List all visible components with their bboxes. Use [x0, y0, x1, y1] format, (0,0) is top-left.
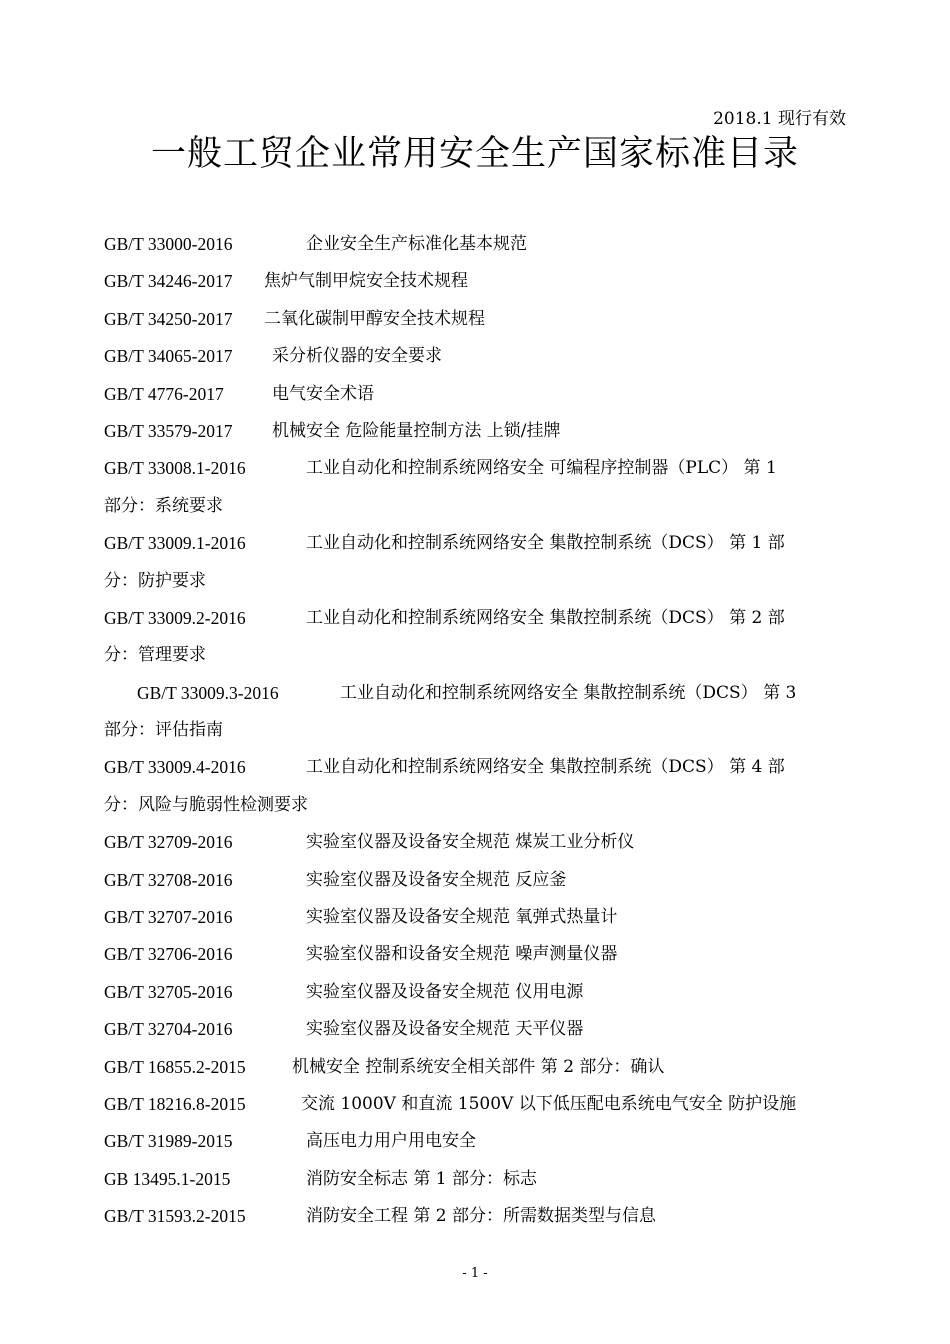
list-item	[104, 1049, 846, 1086]
standard-code: GB/T 34065-2017	[104, 346, 233, 367]
standard-code: GB/T 33000-2016	[104, 234, 233, 254]
standard-name: 交流 1000V 和直流 1500V 以下低压配电系统电气安全 防护设施	[301, 1093, 797, 1114]
list-item-continuation: 分：防护要求	[104, 570, 206, 591]
standard-code: GB/T 32704-2016	[104, 1019, 233, 1040]
standard-code: GB/T 33008.1-2016	[104, 458, 246, 479]
standard-code: GB/T 32709-2016	[104, 832, 233, 853]
standard-code: GB/T 33579-2017	[104, 420, 233, 441]
list-item	[104, 301, 846, 338]
list-item	[104, 675, 846, 712]
page-number: - 1 -	[462, 1266, 488, 1281]
effective-date-note: 2018.1 现行有效	[713, 109, 846, 129]
list-item	[104, 936, 846, 973]
standard-name: 工业自动化和控制系统网络安全 可编程序控制器（PLC） 第 1	[306, 458, 777, 479]
list-item	[104, 824, 846, 861]
standard-code: GB/T 34250-2017	[104, 308, 233, 329]
list-item	[104, 226, 846, 263]
standard-code: GB/T 33009.1-2016	[104, 533, 246, 554]
standard-code: GB/T 33009.4-2016	[104, 757, 246, 778]
standard-name: 二氧化碳制甲醇安全技术规程	[264, 308, 485, 329]
list-item	[104, 1011, 846, 1048]
standard-name: 机械安全 控制系统安全相关部件 第 2 部分：确认	[292, 1056, 665, 1077]
list-item-continuation: 部分：评估指南	[104, 720, 223, 741]
list-item	[104, 1161, 846, 1198]
list-item	[104, 450, 846, 487]
list-item	[104, 1123, 846, 1160]
standard-code: GB/T 32705-2016	[104, 981, 233, 1002]
standard-name: 实验室仪器及设备安全规范 氧弹式热量计	[306, 907, 618, 928]
list-item	[104, 974, 846, 1011]
standard-name: 采分析仪器的安全要求	[272, 346, 442, 367]
list-item	[104, 263, 846, 300]
standard-name: 工业自动化和控制系统网络安全 集散控制系统（DCS） 第 4 部	[306, 757, 785, 778]
standard-code: GB 13495.1-2015	[104, 1168, 231, 1189]
standard-code: GB/T 32707-2016	[104, 907, 233, 928]
standard-name: 实验室仪器及设备安全规范 煤炭工业分析仪	[306, 832, 635, 853]
standard-code: GB/T 32708-2016	[104, 869, 233, 890]
list-item	[104, 862, 846, 899]
list-item-continuation: 分：管理要求	[104, 645, 206, 666]
standard-name: 电气安全术语	[272, 383, 374, 404]
standard-code: GB/T 31989-2015	[104, 1131, 233, 1152]
standard-code: GB/T 33009.2-2016	[104, 607, 246, 628]
standard-code: GB/T 32706-2016	[104, 944, 233, 965]
list-item	[104, 600, 846, 637]
standard-name: 实验室仪器及设备安全规范 仪用电源	[306, 981, 584, 1002]
standard-code: GB/T 33009.3-2016	[137, 682, 279, 703]
standard-code: GB/T 34246-2017	[104, 271, 233, 292]
standard-name: 消防安全工程 第 2 部分：所需数据类型与信息	[306, 1206, 657, 1227]
list-item	[104, 413, 846, 450]
standard-name: 工业自动化和控制系统网络安全 集散控制系统（DCS） 第 2 部	[306, 607, 785, 628]
standard-name: 消防安全标志 第 1 部分：标志	[306, 1168, 538, 1189]
list-item-continuation: 分：风险与脆弱性检测要求	[104, 794, 308, 815]
standard-code: GB/T 16855.2-2015	[104, 1056, 246, 1077]
standard-name: 实验室仪器及设备安全规范 反应釜	[306, 869, 567, 890]
list-item	[104, 376, 846, 413]
standard-name: 机械安全 危险能量控制方法 上锁/挂牌	[272, 420, 561, 441]
document-title: 一般工贸企业常用安全生产国家标准目录	[150, 134, 799, 174]
list-item	[104, 899, 846, 936]
list-item	[104, 1086, 846, 1123]
list-item	[104, 1198, 846, 1235]
list-item	[104, 338, 846, 375]
list-item-continuation: 部分：系统要求	[104, 495, 223, 516]
standard-name: 焦炉气制甲烷安全技术规程	[264, 271, 468, 292]
standard-code: GB/T 18216.8-2015	[104, 1093, 246, 1114]
standard-name: 工业自动化和控制系统网络安全 集散控制系统（DCS） 第 3	[340, 682, 797, 703]
standard-name: 实验室仪器和设备安全规范 噪声测量仪器	[306, 944, 618, 965]
standards-list	[104, 226, 846, 1236]
standard-code: GB/T 31593.2-2015	[104, 1206, 246, 1227]
standard-name: 实验室仪器及设备安全规范 天平仪器	[306, 1019, 584, 1040]
standard-name: 高压电力用户用电安全	[306, 1131, 476, 1152]
standard-name: 工业自动化和控制系统网络安全 集散控制系统（DCS） 第 1 部	[306, 533, 785, 554]
list-item	[104, 525, 846, 562]
standard-name: 企业安全生产标准化基本规范	[306, 234, 527, 254]
list-item	[104, 749, 846, 786]
standard-code: GB/T 4776-2017	[104, 383, 224, 404]
